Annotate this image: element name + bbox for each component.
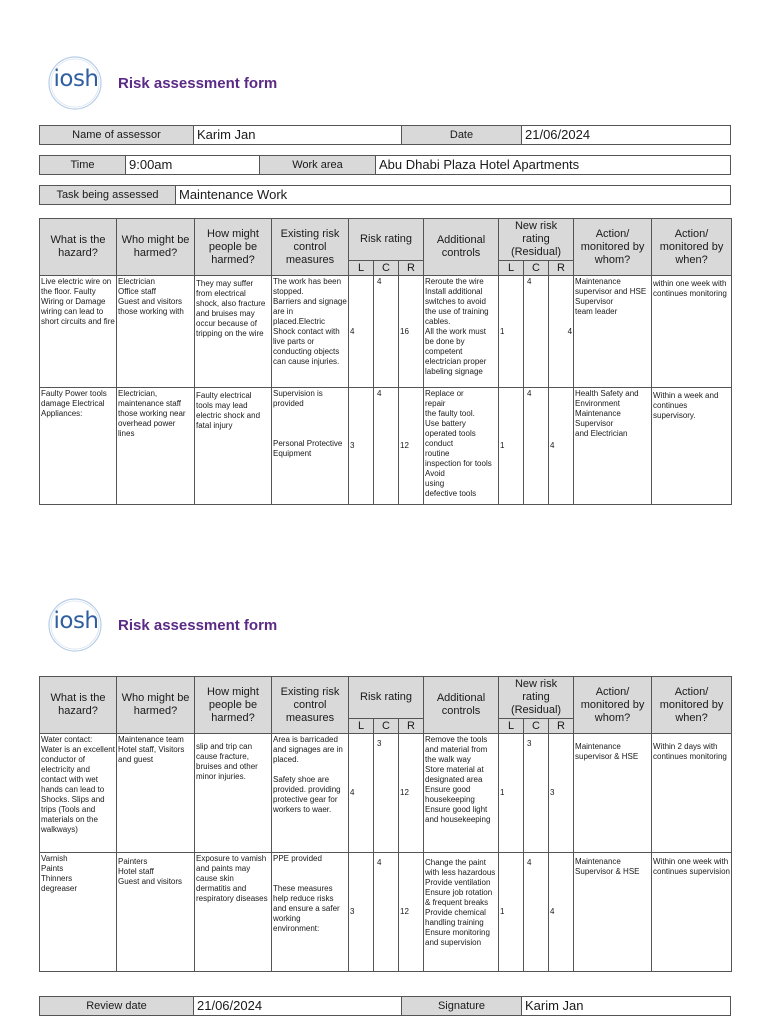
new-r-cell: 4 — [549, 853, 574, 972]
work-area-label: Work area — [260, 156, 376, 174]
date-value: 21/06/2024 — [525, 127, 591, 142]
header-new-r: R — [549, 261, 574, 276]
work-area-value: Abu Dhabi Plaza Hotel Apartments — [379, 157, 580, 172]
date-label: Date — [402, 126, 522, 144]
header-new-c: C — [524, 261, 549, 276]
when-cell: within one week with continues monitoring — [652, 276, 732, 388]
who-cell: Maintenance team Hotel staff, Visitors and guest — [117, 734, 195, 853]
existing-cell: Area is barricaded and signages are in placed. Safety shoe are provided. providing protective gear for workers to waer. — [272, 734, 349, 853]
time-row — [39, 155, 731, 175]
c-cell: 3 — [374, 734, 399, 853]
l-cell: 3 — [349, 388, 374, 505]
r-cell: 12 — [399, 853, 424, 972]
r-cell: 16 — [399, 276, 424, 388]
header-additional: Additional controls — [424, 219, 499, 276]
existing-cell: PPE provided These measures help reduce risks and ensure a safer working environment: — [272, 853, 349, 972]
header-new-c: C — [524, 719, 549, 734]
hazard-cell: Varnish Paints Thinners degreaser — [40, 853, 117, 972]
additional-cell: Change the paint with less hazardous Provide ventilation Ensure job rotation & frequent breaks Provide chemical handling training Ensure monitoring and supervision — [424, 853, 499, 972]
c-cell: 4 — [374, 276, 399, 388]
review-row — [39, 996, 731, 1016]
whom-cell: Maintenance supervisor and HSE Supervisor team leader — [574, 276, 652, 388]
assessor-label: Name of assessor — [40, 126, 194, 144]
hazard-cell: Faulty Power tools damage Electrical Appliances: — [40, 388, 117, 505]
header-hazard: What is the hazard? — [40, 219, 117, 276]
new-l-cell: 1 — [499, 276, 524, 388]
additional-cell: Remove the tools and material from the walk way Store material at designated area Ensure good housekeeping Ensure good light and housekeeping — [424, 734, 499, 853]
header-existing: Existing risk control measures — [272, 219, 349, 276]
header-c: C — [374, 261, 399, 276]
whom-cell: Maintenance Supervisor & HSE — [574, 853, 652, 972]
header-who: Who might be harmed? — [117, 219, 195, 276]
additional-text: Replace or repair the faulty tool. Use battery operated tools conduct routine inspection for tools Avoid using defective tools — [425, 389, 492, 498]
when-cell: Within 2 days with continues monitoring — [652, 734, 732, 853]
l-cell: 3 — [349, 853, 374, 972]
page-title: Risk assessment form — [118, 74, 278, 92]
task-label: Task being assessed — [40, 186, 176, 204]
whom-cell: Maintenance supervisor & HSE — [574, 734, 652, 853]
header-r: R — [399, 261, 424, 276]
assessor-row — [39, 125, 731, 145]
header-new-l: L — [499, 719, 524, 734]
logo-text: iosh — [53, 608, 99, 634]
existing-cell: Supervision is provided Personal Protective Equipment — [272, 388, 349, 505]
header-new-risk: New risk rating (Residual) — [499, 219, 574, 261]
iosh-logo — [46, 54, 104, 112]
iosh-logo — [46, 596, 104, 654]
when-cell: Within a week and continues supervisory. — [652, 388, 732, 505]
header-action-whom: Action/ monitored by whom? — [574, 677, 652, 734]
signature-value: Karim Jan — [525, 998, 584, 1013]
table-row — [40, 276, 732, 388]
header-c: C — [374, 719, 399, 734]
how-cell: They may suffer from electrical shock, also fracture and bruises may occur because of tripping on the wire — [195, 276, 272, 388]
header-action-when: Action/ monitored by when? — [652, 677, 732, 734]
l-cell: 4 — [349, 276, 374, 388]
time-value: 9:00am — [126, 156, 260, 174]
header-action-whom: Action/ monitored by whom? — [574, 219, 652, 276]
additional-cell — [424, 388, 499, 505]
r-cell: 12 — [399, 388, 424, 505]
risk-table-2 — [39, 676, 732, 972]
header-new-r: R — [549, 719, 574, 734]
when-cell: Within one week with continues supervision — [652, 853, 732, 972]
new-r-cell: 4 — [549, 276, 574, 388]
additional-cell: Reroute the wire Install additional switches to avoid the use of training cables. All the work must be done by competent electrician proper labeling signage — [424, 276, 499, 388]
header-new-risk: New risk rating (Residual) — [499, 677, 574, 719]
new-c-cell: 4 — [524, 276, 549, 388]
who-cell: Painters Hotel staff Guest and visitors — [117, 853, 195, 972]
task-row — [39, 185, 731, 205]
table-row — [40, 734, 732, 853]
whom-cell: Health Safety and Environment Maintenance Supervisor and Electrician — [574, 388, 652, 505]
new-c-cell: 3 — [524, 734, 549, 853]
time-label: Time — [40, 156, 126, 174]
header-l: L — [349, 719, 374, 734]
new-r-cell: 3 — [549, 734, 574, 853]
page1-header — [46, 54, 277, 112]
hazard-cell: Live electric wire on the floor. Faulty Wiring or Damage wiring can lead to short circuits and fire — [40, 276, 117, 388]
new-c-cell: 4 — [524, 853, 549, 972]
header-action-when: Action/ monitored by when? — [652, 219, 732, 276]
c-cell: 4 — [374, 853, 399, 972]
risk-table-1 — [39, 218, 732, 505]
who-cell: Electrician, maintenance staff those working near overhead power lines — [117, 388, 195, 505]
header-who: Who might be harmed? — [117, 677, 195, 734]
existing-cell: The work has been stopped. Barriers and signage are in placed.Electric Shock contact with live parts or conducting objects can cause injuries. — [272, 276, 349, 388]
header-additional: Additional controls — [424, 677, 499, 734]
new-r-cell: 4 — [549, 388, 574, 505]
signature-label: Signature — [402, 997, 522, 1015]
header-how: How might people be harmed? — [195, 677, 272, 734]
logo-text: iosh — [53, 66, 99, 92]
header-existing: Existing risk control measures — [272, 677, 349, 734]
who-cell: Electrician Office staff Guest and visitors those working with — [117, 276, 195, 388]
header-risk-rating: Risk rating — [349, 219, 424, 261]
header-l: L — [349, 261, 374, 276]
header-new-l: L — [499, 261, 524, 276]
assessor-value: Karim Jan — [194, 126, 402, 144]
table-row — [40, 853, 732, 972]
c-cell: 4 — [374, 388, 399, 505]
page2-header — [46, 596, 277, 654]
how-cell: slip and trip can cause fracture, bruises and other minor injuries. — [195, 734, 272, 853]
new-l-cell: 1 — [499, 388, 524, 505]
page-title: Risk assessment form — [118, 616, 278, 634]
hazard-cell: Water contact: Water is an excellent conductor of electricity and contact with wet hands can lead to Shocks. Slips and trips (Tools and materials on the walkways) — [40, 734, 117, 853]
task-value: Maintenance Work — [179, 187, 288, 202]
table-row — [40, 388, 732, 505]
new-l-cell: 1 — [499, 853, 524, 972]
r-cell: 12 — [399, 734, 424, 853]
review-date-label: Review date — [40, 997, 194, 1015]
header-hazard: What is the hazard? — [40, 677, 117, 734]
how-cell: Exposure to vamish and paints may cause skin dermatitis and respiratory diseases — [195, 853, 272, 972]
header-how: How might people be harmed? — [195, 219, 272, 276]
header-risk-rating: Risk rating — [349, 677, 424, 719]
header-r: R — [399, 719, 424, 734]
l-cell: 4 — [349, 734, 374, 853]
how-cell: Faulty electrical tools may lead electric shock and fatal injury — [195, 388, 272, 505]
new-c-cell: 4 — [524, 388, 549, 505]
review-date-value: 21/06/2024 — [194, 997, 402, 1015]
new-l-cell: 1 — [499, 734, 524, 853]
